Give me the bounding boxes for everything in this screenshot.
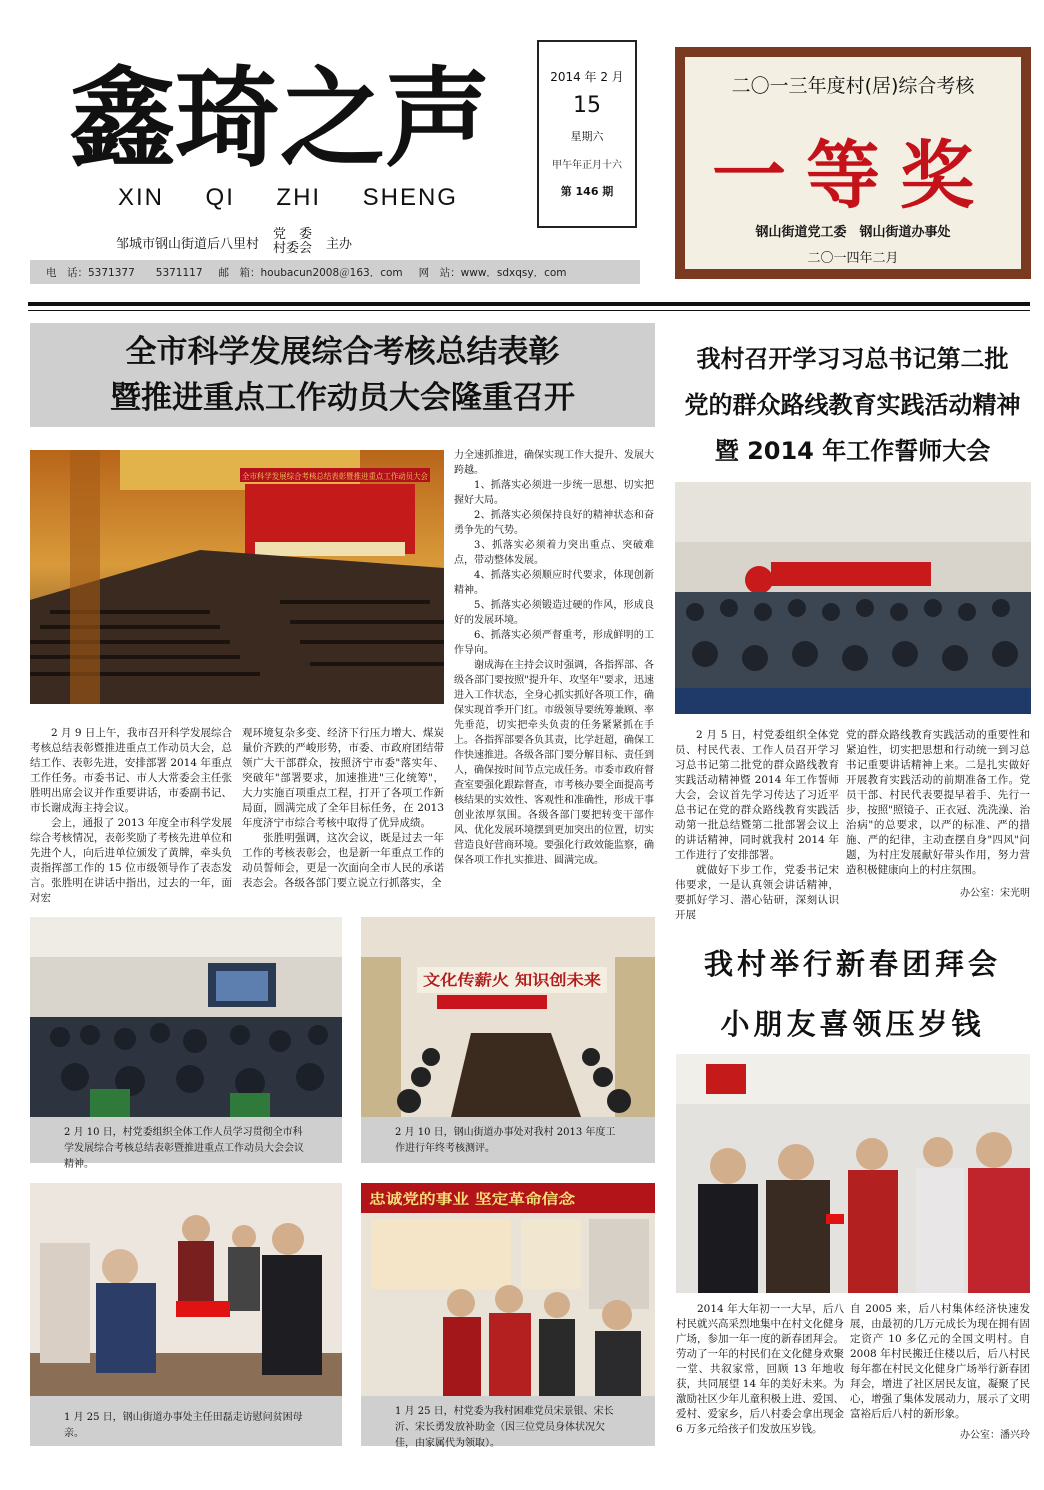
photo-year-end-review [361, 917, 655, 1117]
photo-box-1 [30, 917, 342, 1170]
photo-box-3 [30, 1183, 342, 1446]
pinyin-4: SHENG [362, 184, 458, 211]
photo-banner-text: 全市科学发展综合考核总结表彰暨推进重点工作动员大会 [242, 472, 442, 481]
article3-col2-para1: 自 2005 来，后八村集体经济快速发展，由最初的几万元成长为现在拥有固定资产 10 多亿元的全国文明村。自 2008 年村民搬迁住楼以后，后八村民每年都在村民文化健身广场举行新春团拜会，增进了社区居民友谊，凝聚了民心，增强了集体发展动力，展示了文明富裕后后八村的新形象。 [850, 1303, 1030, 1420]
masthead-title-text: 鑫琦之声 [70, 56, 490, 182]
photo-staff-study [30, 917, 342, 1117]
article1-col3-para7: 6、抓落实必须严督重考，形成鲜明的工作导向。 [454, 630, 654, 656]
host-orgs [273, 228, 312, 256]
article2-headline-line3: 暨 2014 年工作誓师大会 [714, 437, 991, 465]
host-line [116, 228, 352, 256]
article2-col1-para2: 就做好下步工作，党委书记宋伟要求，一是认真领会讲话精神，要抓好学习、潜心钻研，深刻认识开展 [675, 864, 839, 921]
article1-col3-para5: 4、抓落实必须顺应时代要求，体现创新精神。 [454, 570, 654, 596]
article2-headline [675, 336, 1030, 474]
pinyin-1: XIN [118, 184, 165, 211]
pinyin-2: QI [205, 184, 235, 211]
photo-1-caption: 2 月 10 日，村党委组织全体工作人员学习贯彻全市科学发展综合考核总结表彰暨推进重点工作动员大会会议精神。 [64, 1127, 304, 1170]
award-plaque [675, 47, 1031, 279]
photo-4-caption: 1 月 25 日，村党委为我村困难党员宋景银、宋长沂、宋长勇发放补助金（因三位党员身体状况欠佳，由家属代为领取）。 [395, 1406, 614, 1449]
photo-3-caption: 1 月 25 日，钢山街道办事处主任田磊走访慰问贫困母亲。 [64, 1412, 303, 1439]
host-suffix: 主办 [326, 236, 353, 252]
photo-wall-banner: 忠诚党的事业 坚定革命信念 [369, 1192, 542, 1208]
article1-headline-line1: 全市科学发展综合考核总结表彰 [125, 334, 560, 370]
article1-column-2 [242, 726, 444, 891]
photo-box-2 [361, 917, 655, 1163]
award-date-text: 二〇一四年二月 [807, 251, 899, 266]
photo-conference-hall [30, 450, 444, 704]
photo-spring-festival [676, 1054, 1030, 1293]
contact-website: 网 站：www．sdxqsy．com [418, 266, 567, 279]
article1-col3-para3: 2、抓落实必须保持良好的精神状态和奋勇争先的气势。 [454, 510, 654, 536]
article2-signoff: 办公室：宋光明 [960, 888, 1030, 899]
article1-column-1 [30, 726, 232, 906]
photo-pledge-meeting [675, 482, 1031, 714]
date-weekday: 星期六 [570, 130, 604, 143]
host-org-2: 村委会 [273, 241, 313, 256]
masthead-rule-thin [28, 310, 1030, 311]
article1-col3-para8: 谢成海在主持会议时强调，各指挥部、各级各部门要按照"提升年、攻坚年"要求，迅速进入工作状态，全身心抓实抓好各项工作，确保实现首季开门红。市级领导要统筹兼顾、率先垂范，切实把牵头负责的任务紧紧抓在手上。各指挥部要各负其责，比学赶超，确保工作快速推进。各级各部门要分解目标、责任到人，确保按时间节点完成任务。市委市政府督查室要强化跟踪督查，市考核办要全面提高考核结果的实效性、客观性和准确性，形成干事创业浓厚氛围。各级各部门要把转变干部作风、优化发展环境摆到更加突出的位置，切实营造良好营商环境。要强化行政效能监察，确保各项工作扎实推进、圆满完成。 [454, 660, 654, 866]
photo-visit-poor-mother [30, 1183, 342, 1396]
contact-email: 邮 箱：houbacun2008＠163．com [218, 266, 403, 279]
masthead-title [60, 28, 500, 188]
award-top-text: 二〇一三年度村(居)综合考核 [731, 75, 975, 97]
article1-headline [30, 323, 655, 427]
date-day: 15 [573, 93, 601, 118]
article2-col1-para1: 2 月 5 日，村党委组织全体党员、村民代表、工作人员召开学习习总书记第二批党的群众路线教育实践活动精神暨 2014 年工作誓师大会，会议首先学习传达了习近平总书记在党的群众路线教育实践活动第一批总结暨第二批部署会议上的讲话精神，同时就我村 2014 年工作进行了安排部署。 [675, 729, 839, 861]
article1-col1-para1: 2 月 9 日上午，我市召开科学发展综合考核总结表彰暨推进重点工作动员大会，总结工作、表彰先进，安排部署 2014 年重点工作任务。市委书记、市人大常委会主任张胜明出席会议并作重要讲话，市委副书记、市长谢成海主持会议。 [30, 727, 232, 814]
pinyin-3: ZHI [276, 184, 322, 211]
award-org-text: 钢山街道党工委 钢山街道办事处 [755, 225, 951, 240]
article3-column-2 [850, 1302, 1030, 1422]
article3-column-1 [676, 1302, 844, 1437]
date-issue: 第 146 期 [560, 185, 614, 198]
article3-col1-para1: 2014 年大年初一一大早，后八村民就兴高采烈地集中在村文化健身广场，参加一年一度的新春团拜会。劳动了一年的村民们在文化健身欢聚一堂、共叙家常，回顾 13 年地收获，共同展望 14 年的美好未来。为激励社区少年儿童积极上进、爱国、爱村、爱家乡，后八村委会拿出现金 6 万多元给孩子们发放压岁钱。 [676, 1303, 844, 1435]
photo-room-banner: 文化传薪火 知识创未来 [423, 971, 601, 989]
article3-headline-line2: 小朋友喜领压岁钱 [720, 1007, 985, 1041]
article2-col2-para1: 党的群众路线教育实践活动的重要性和紧迫性，切实把思想和行动统一到习总书记重要讲话精神上来。二是扎实做好开展教育实践活动的前期准备工作。党员干部、村民代表要提早着手、先行一步，按照"照镜子、正衣冠、洗洗澡、治治病"的总要求，以严的标准、严的措施、严的纪律，主动查摆自身"四风"问题，为村庄发展献好带头作用，努力营造积极健康向上的村庄氛围。 [846, 729, 1030, 876]
contact-bar [30, 260, 640, 284]
article1-column-3 [454, 448, 654, 868]
article1-col3-para2: 1、抓落实必须进一步统一思想、切实把握好大局。 [454, 480, 654, 506]
masthead-pinyin [118, 184, 458, 212]
host-org-1: 党 委 [273, 227, 313, 242]
host-prefix: 邹城市钢山街道后八里村 [116, 236, 260, 252]
article2-column-2 [846, 728, 1030, 878]
article3-headline [675, 934, 1030, 1054]
article2-headline-line2: 党的群众路线教育实践活动精神 [684, 391, 1021, 419]
article1-col3-para4: 3、抓落实必须着力突出重点、突破难点，带动整体发展。 [454, 540, 654, 566]
article1-col2-para2: 张胜明强调，这次会议，既是过去一年工作的考核表彰会，也是新一年重点工作的动员誓师会，更是一次面向全市人民的承诺表态会。各级各部门要立说立行抓落实，全 [242, 832, 444, 889]
masthead-rule-thick [28, 302, 1030, 306]
award-big-text: 一等奖 [712, 133, 994, 219]
photo-2-caption: 2 月 10 日，钢山街道办事处对我村 2013 年度工作进行年终考核测评。 [395, 1127, 616, 1154]
article1-col3-para1: 力全速抓推进，确保实现工作大提升、发展大跨越。 [454, 450, 654, 476]
date-box [537, 40, 637, 228]
article3-headline-line1: 我村举行新春团拜会 [703, 947, 1001, 981]
date-lunar: 甲午年正月十六 [552, 160, 622, 171]
article1-headline-line2: 暨推进重点工作动员大会隆重召开 [110, 380, 575, 416]
article3-signoff: 办公室：潘兴玲 [960, 1430, 1030, 1441]
article2-headline-line1: 我村召开学习习总书记第二批 [696, 345, 1009, 373]
date-year-month: 2014 年 2 月 [550, 70, 624, 84]
article1-col1-para2: 会上，通报了 2013 年度全市科学发展综合考核情况，表彰奖励了考核先进单位和先进个人，向后进单位颁发了黄牌，牵头负责指挥部工作的 15 位市级领导作了表态发言。张胜明在讲话中指出，过去的一年，面对宏 [30, 817, 232, 904]
photo-party-member-subsidy [361, 1183, 655, 1396]
contact-phone: 电 话：5371377 5371117 [46, 266, 203, 279]
article2-column-1 [675, 728, 839, 923]
article1-col3-para6: 5、抓落实必须锻造过硬的作风，形成良好的发展环境。 [454, 600, 654, 626]
article1-col2-para1: 观环境复杂多变、经济下行压力增大、煤炭量价齐跌的严峻形势，市委、市政府团结带领广大干部群众，按照济宁市委"落实年、突破年"部署要求，加速推进"三化统筹"，大力实施百项重点工程，打开了各项工作新局面，圆满完成了全年目标任务，在 2013 年度济宁市综合考核中取得了优异成绩。 [242, 727, 444, 829]
photo-box-4 [361, 1183, 655, 1449]
